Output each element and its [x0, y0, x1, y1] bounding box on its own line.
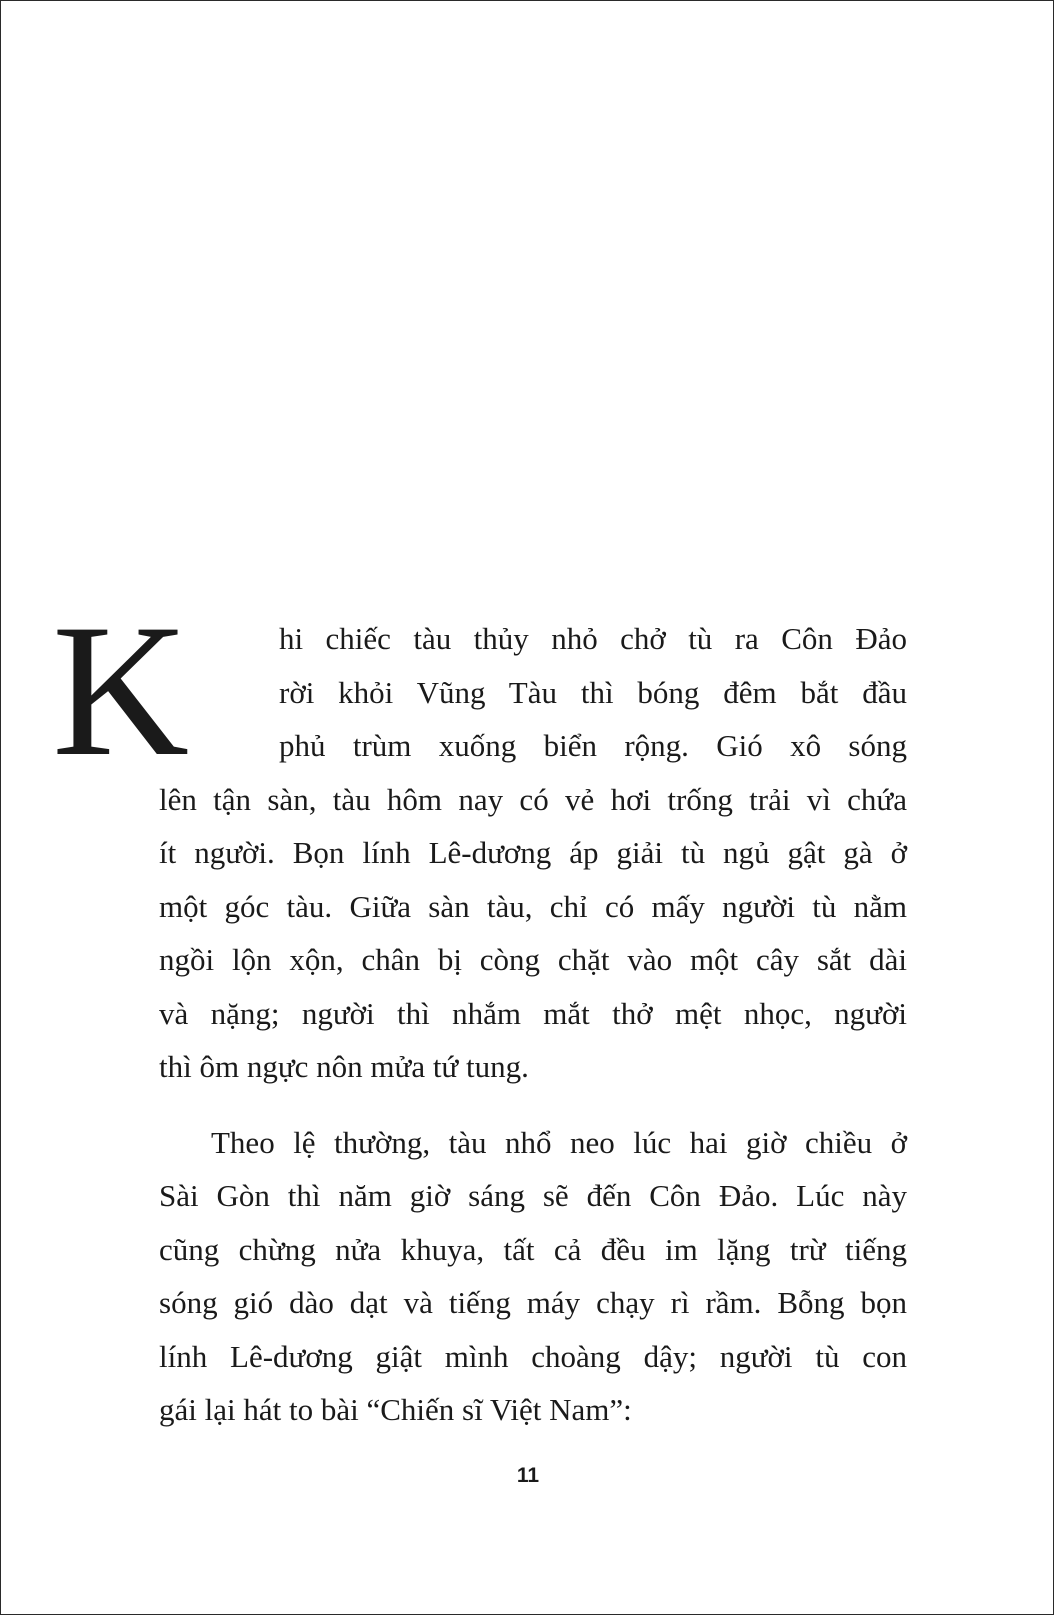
paragraph-line: sóng gió dào dạt và tiếng máy chạy rì rầm. Bỗng bọn: [159, 1285, 907, 1320]
page-number: 11: [516, 1464, 540, 1487]
drop-cap-letter: K: [52, 586, 190, 796]
paragraph-line: Theo lệ thường, tàu nhổ neo lúc hai giờ chiều ở: [211, 1124, 907, 1160]
paragraph-line: Sài Gòn thì năm giờ sáng sẽ đến Côn Đảo. Lúc này: [159, 1178, 907, 1213]
paragraph-line: hi chiếc tàu thủy nhỏ chở tù ra Côn Đảo: [279, 621, 907, 656]
paragraph-line: lên tận sàn, tàu hôm nay có vẻ hơi trống trải vì chứa: [159, 781, 907, 817]
paragraph-1: [159, 612, 907, 1094]
paragraph-2: [159, 1116, 907, 1437]
paragraph-line: thì ôm ngực nôn mửa tứ tung.: [159, 1049, 529, 1084]
paragraph-line: ngồi lộn xộn, chân bị còng chặt vào một cây sắt dài: [159, 942, 907, 977]
paragraph-line: một góc tàu. Giữa sàn tàu, chỉ có mấy người tù nằm: [159, 888, 907, 924]
body-text: [159, 612, 907, 1437]
paragraph-line: và nặng; người thì nhắm mắt thở mệt nhọc, người: [159, 995, 907, 1031]
paragraph-line: lính Lê-dương giật mình choàng dậy; người tù con: [159, 1338, 907, 1374]
paragraph-line: gái lại hát to bài “Chiến sĩ Việt Nam”:: [159, 1392, 632, 1427]
paragraph-line: phủ trùm xuống biển rộng. Gió xô sóng: [279, 728, 907, 763]
paragraph-line: cũng chừng nửa khuya, tất cả đều im lặng trừ tiếng: [159, 1231, 907, 1267]
paragraph-line: rời khỏi Vũng Tàu thì bóng đêm bắt đầu: [279, 674, 907, 710]
paragraph-line: ít người. Bọn lính Lê-dương áp giải tù ngủ gật gà ở: [159, 835, 907, 870]
